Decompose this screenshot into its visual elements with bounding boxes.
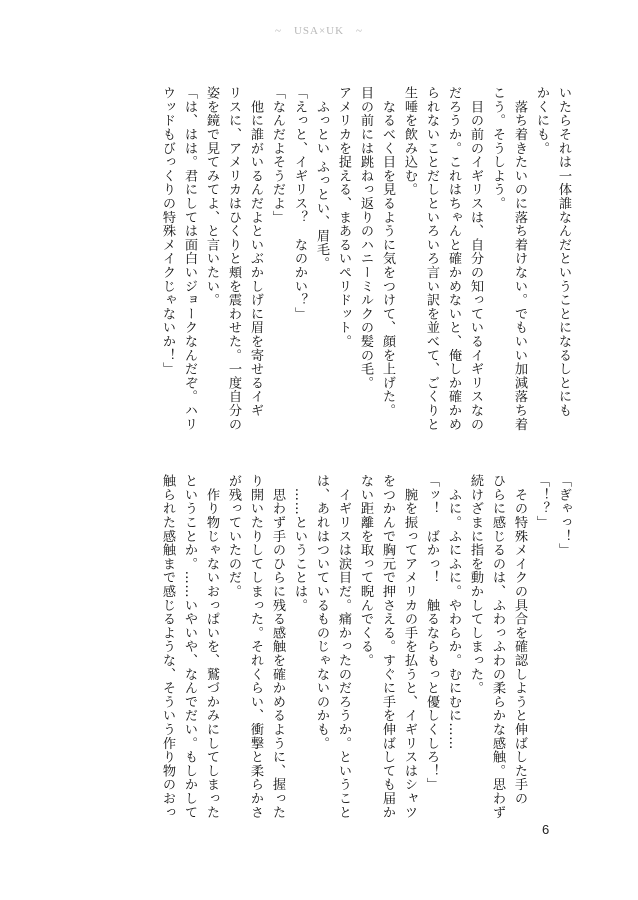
text-line: 目の前のイギリスは、自分の知っているイギリスなの — [468, 86, 483, 431]
text-line: 「なんだよそうだよ」 — [270, 86, 285, 224]
text-line: アメリカを捉える、まあるいペリドット。 — [336, 86, 351, 349]
text-line: なるべく目を見るように気をつけて、顔を上げた。 — [380, 86, 395, 418]
text-line: ……ということは。 — [292, 474, 307, 612]
text-line: ということか。……いやいや、なんでだい。もしかして — [182, 474, 197, 819]
text-line: 思わず手のひらに残る感触を確かめるように、握った — [270, 474, 285, 819]
text-line: 続けざまに指を動かしてしまった。 — [468, 474, 483, 695]
text-line: ひらに感じるのは、ふわっふわの柔らかな感触。思わず — [490, 474, 505, 819]
text-line: は、あれはついているものじゃないのかも。 — [314, 474, 329, 750]
text-line: ふっとい ふっとい、眉毛。 — [314, 86, 329, 271]
text-line: られないことだしといろいろ言い訳を並べて、ごくりと — [424, 86, 439, 431]
text-line: ふに。ふにふに。やわらか。むにむに…… — [446, 474, 461, 750]
text-line: だろうか。これはちゃんと確かめないと、俺しか確かめ — [446, 86, 461, 431]
running-header: ~ USA×UK ~ — [275, 25, 363, 37]
text-line: 触られた感触まで感じるような、そういう作り物のおっ — [160, 474, 175, 819]
text-block-top — [156, 86, 574, 431]
text-line: 姿を鏡で見てみてよ、と言いたい。 — [204, 86, 219, 307]
text-line: 「ッ！ ばかっ！ 触るならもっと優しくしろ！」 — [424, 474, 439, 792]
text-line: ウッドもびっくりの特殊メイクじゃないか！」 — [160, 86, 175, 376]
page-number: 6 — [542, 822, 550, 837]
text-line: イギリスは涙目だ。痛かったのだろうか。ということ — [336, 474, 351, 819]
text-line: 目の前には跳ねっ返りのハニーミルクの髪の毛。 — [358, 86, 373, 390]
text-line: こう。そうしよう。 — [490, 86, 505, 211]
text-line: り開いたりしてしまった。それくらい、衝撃と柔らかさ — [248, 474, 263, 819]
text-line: 落ち着きたいのに落ち着けない。でもいい加減落ち着 — [512, 86, 527, 431]
text-line: 「は、はは。君にしては面白いジョークなんだぞ。ハリ — [182, 86, 197, 431]
text-line: その特殊メイクの具合を確認しようと伸ばした手の — [512, 474, 527, 806]
text-block-bottom — [156, 474, 574, 819]
text-line: が残っていたのだ。 — [226, 474, 241, 599]
text-line: いたらそれは一体誰なんだということになるしとにも — [556, 86, 571, 418]
text-line: 腕を振ってアメリカの手を払うと、イギリスはシャツ — [402, 474, 417, 819]
text-line: をつかんで胸元で押さえる。すぐに手を伸ばしても届か — [380, 474, 395, 819]
text-line: 作り物じゃないおっぱいを、鷲づかみにしてしまった — [204, 474, 219, 819]
text-line: かくにも。 — [534, 86, 549, 155]
text-line: 「ぎゃっ！」 — [556, 474, 571, 557]
text-line: 「！？」 — [534, 474, 549, 530]
text-line: ない距離を取って睨んでくる。 — [358, 474, 373, 668]
text-line: 「えっと、イギリス？ なのかい？」 — [292, 86, 307, 321]
text-line: 他に誰がいるんだよといぶかしげに眉を寄せるイギ — [248, 86, 263, 418]
text-line: リスに、アメリカはひくりと頬を震わせた。一度自分の — [226, 86, 241, 431]
text-line: 生唾を飲み込む。 — [402, 86, 417, 197]
